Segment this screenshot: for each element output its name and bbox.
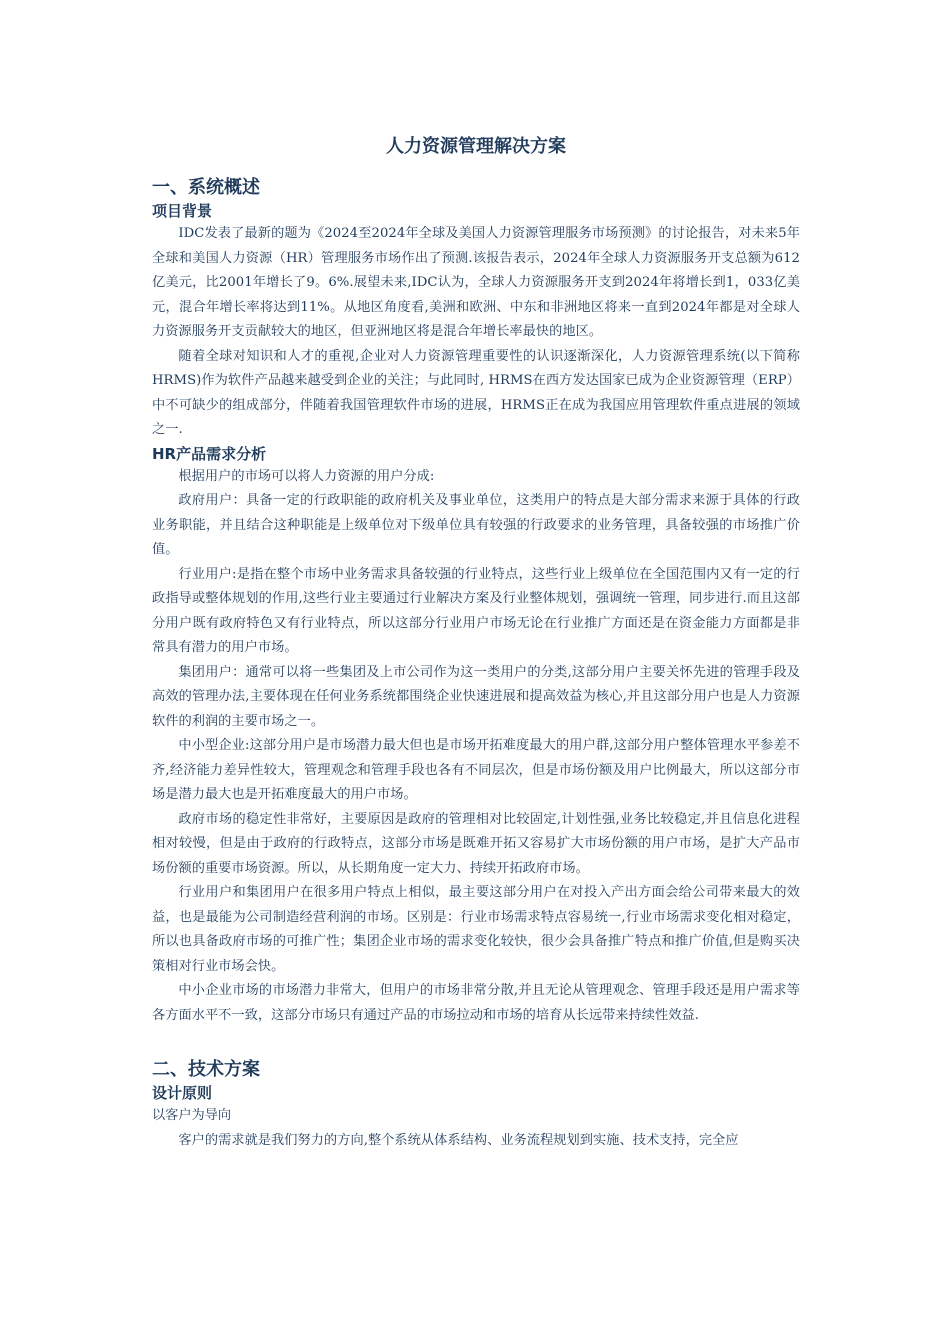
paragraph: 政府市场的稳定性非常好，主要原因是政府的管理相对比较固定,计划性强,业务比较稳定,并且信息化进程相对较慢，但是由于政府的行政特点，这部分市场是既难开拓又容易扩大市场份额的用户市场，是扩大产品市场份额的重要市场资源。所以，从长期角度一定大力、持续开拓政府市场。 <box>152 811 800 876</box>
paragraph: 行业用户:是指在整个市场中业务需求具备较强的行业特点，这些行业上级单位在全国范围内又有一定的行政指导或整体规划的作用,这些行业主要通过行业解决方案及行业整体规划，强调统一管理，同步进行.而且这部分用户既有政府特色又有行业特点，所以这部分行业用户市场无论在行业推广方面还是在资金能力方面都是非常具有潜力的用户市场。 <box>152 566 800 655</box>
section-heading-overview: 一、系统概述 <box>152 177 260 198</box>
subsection-heading-design-principles: 设计原则 <box>152 1084 213 1102</box>
paragraph: 中小型企业:这部分用户是市场潜力最大但也是市场开拓难度最大的用户群,这部分用户整体管理水平参差不齐,经济能力差异性较大，管理观念和管理手段也各有不同层次，但是市场份额及用户比例最大，所以这部分市场是潜力最大也是开拓难度最大的用户市场。 <box>152 738 800 802</box>
paragraph: 中小企业市场的市场潜力非常大，但用户的市场非常分散,并且无论从管理观念、管理手段还是用户需求等各方面水平不一致，这部分市场只有通过产品的市场拉动和市场的培育从长远带来持续性效益. <box>152 983 800 1023</box>
document-page <box>152 132 800 1153</box>
paragraph: 随着全球对知识和人才的重视,企业对人力资源管理重要性的认识逐渐深化，人力资源管理系统(以下简称HRMS)作为软件产品越来越受到企业的关注；与此同时, HRMS在西方发达国家已成为企业资源管理（ERP）中不可缺少的组成部分，伴随着我国管理软件市场的进展，HRMS正在成为我国应用管理软件重点进展的领域之一. <box>152 348 800 437</box>
paragraph: 政府用户：具备一定的行政职能的政府机关及事业单位，这类用户的特点是大部分需求来源于具体的行政业务职能，并且结合这种职能是上级单位对下级单位具有较强的行政要求的业务管理，具备较强的市场推广价值。 <box>152 493 800 557</box>
principle-label: 以客户为导向 <box>152 1108 232 1123</box>
paragraph: 行业用户和集团用户在很多用户特点上相似，最主要这部分用户在对投入产出方面会给公司带来最大的效益，也是最能为公司制造经营利润的市场。区别是：行业市场需求特点容易统一,行业市场需求变化相对稳定，所以也具备政府市场的可推广性；集团企业市场的需求变化较快，很少会具备推广特点和推广价值,但是购买决策相对行业市场会快。 <box>152 885 800 974</box>
paragraph: 根据用户的市场可以将人力资源的用户分成: <box>178 468 435 484</box>
subsection-heading-hr-demand: HR产品需求分析 <box>152 444 267 463</box>
paragraph: 客户的需求就是我们努力的方向,整个系统从体系结构、业务流程规划到实施、技术支持，完全应 <box>178 1132 739 1148</box>
paragraph: 集团用户：通常可以将一些集团及上市公司作为这一类用户的分类,这部分用户主要关怀先进的管理手段及高效的管理办法,主要体现在任何业务系统都围绕企业快速进展和提高效益为核心,并且这部分用户也是人力资源软件的利润的主要市场之一。 <box>152 664 800 729</box>
section-spacer <box>152 1028 800 1050</box>
section-heading-tech: 二、技术方案 <box>152 1059 260 1080</box>
document-title: 人力资源管理解决方案 <box>386 136 566 157</box>
subsection-heading-background: 项目背景 <box>152 202 213 220</box>
paragraph: IDC发表了最新的题为《2024至2024年全球及美国人力资源管理服务市场预测》的讨论报告，对未来5年全球和美国人力资源（HR）管理服务市场作出了预测.该报告表示，2024年全球人力资源服务开支总额为612亿美元，比2001年增长了9。6%.展望未来,IDC认为，全球人力资源服务开支到2024年将增长到1，033亿美元，混合年增长率将达到11%。从地区角度看,美洲和欧洲、中东和非洲地区将来一直到2024年都是对全球人力资源服务开支贡献较大的地区，但亚洲地区将是混合年增长率最快的地区。 <box>152 226 800 339</box>
